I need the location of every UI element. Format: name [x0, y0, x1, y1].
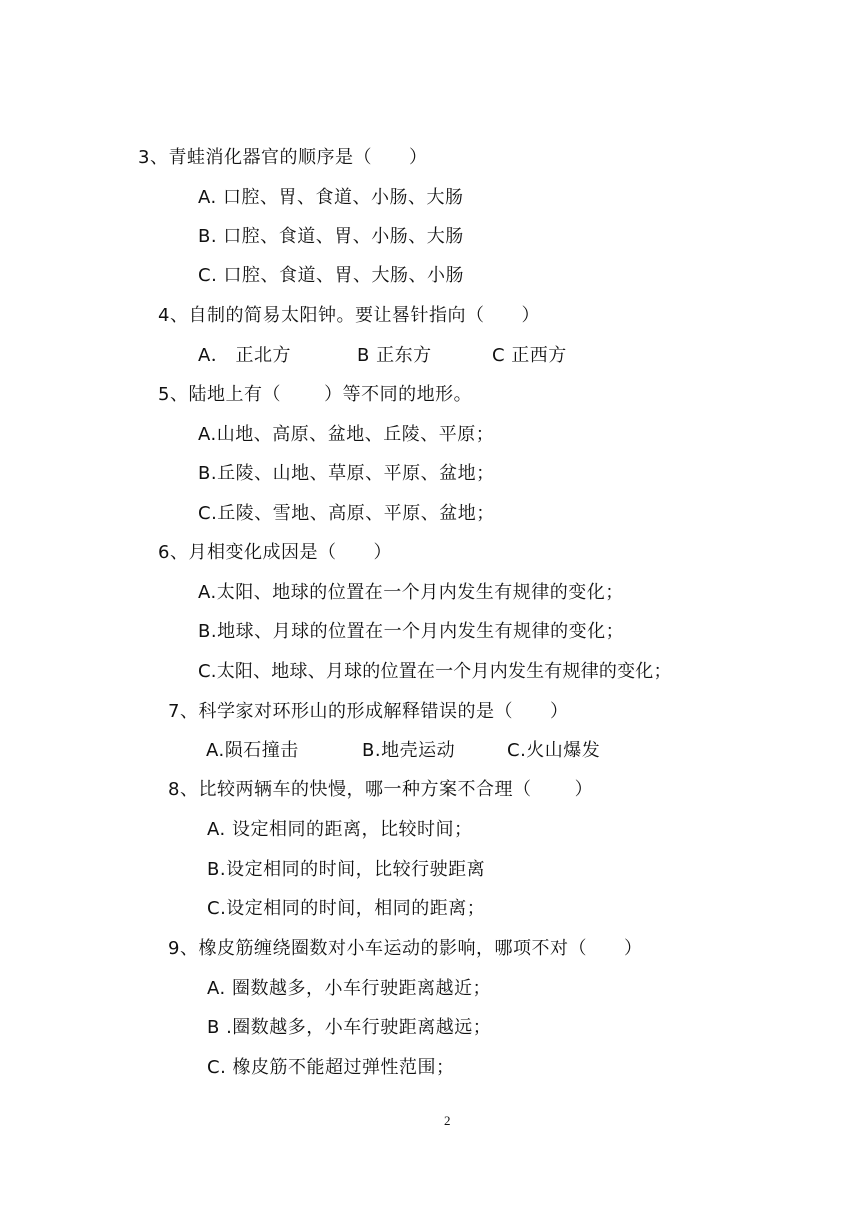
question-9-option-a: A. 圈数越多，小车行驶距离越近； [207, 978, 491, 999]
question-4-stem: 4、自制的简易太阳钟。要让晷针指向（ ） [158, 305, 540, 326]
question-5-option-c: C.丘陵、雪地、高原、平原、盆地； [198, 503, 495, 524]
question-3-option-c: C. 口腔、食道、胃、大肠、小肠 [198, 265, 465, 286]
question-4-options [0, 344, 860, 368]
question-9-option-c: C. 橡皮筋不能超过弹性范围； [207, 1057, 455, 1078]
question-5-option-a: A.山地、高原、盆地、丘陵、平原； [198, 424, 495, 445]
question-3-option-a: A. 口腔、胃、食道、小肠、大肠 [198, 187, 464, 208]
question-5-stem: 5、陆地上有（ ）等不同的地形。 [158, 384, 473, 405]
question-4-option-b: B 正东方 [357, 345, 432, 366]
question-4-option-a: A． 正北方 [198, 345, 292, 366]
question-6-stem: 6、月相变化成因是（ ） [158, 542, 392, 563]
question-7-stem: 7、科学家对环形山的形成解释错误的是（ ） [168, 701, 569, 722]
question-8-option-b: B.设定相同的时间，比较行驶距离 [207, 859, 486, 880]
question-6-option-a: A.太阳、地球的位置在一个月内发生有规律的变化； [198, 582, 624, 603]
question-3-stem: 3、青蛙消化器官的顺序是（ ） [138, 147, 428, 168]
question-7-option-a: A.陨石撞击 [206, 740, 299, 761]
question-6-option-b: B.地球、月球的位置在一个月内发生有规律的变化； [198, 621, 625, 642]
question-9-stem: 9、橡皮筋缠绕圈数对小车运动的影响，哪项不对（ ） [168, 938, 643, 959]
question-6-option-c: C.太阳、地球、月球的位置在一个月内发生有规律的变化； [198, 661, 672, 682]
question-8-option-a: A. 设定相同的距离，比较时间； [207, 819, 473, 840]
question-4-option-c: C 正西方 [492, 345, 567, 366]
page-number: 2 [444, 1113, 451, 1128]
question-8-option-c: C.设定相同的时间，相同的距离； [207, 898, 486, 919]
question-3-option-b: B. 口腔、食道、胃、小肠、大肠 [198, 226, 464, 247]
question-5-option-b: B.丘陵、山地、草原、平原、盆地； [198, 463, 495, 484]
question-7-option-c: C.火山爆发 [507, 740, 601, 761]
question-8-stem: 8、比较两辆车的快慢，哪一种方案不合理（ ） [168, 779, 594, 800]
question-9-option-b: B .圈数越多，小车行驶距离越远； [207, 1017, 492, 1038]
question-7-options [0, 739, 860, 763]
question-7-option-b: B.地壳运动 [362, 740, 456, 761]
